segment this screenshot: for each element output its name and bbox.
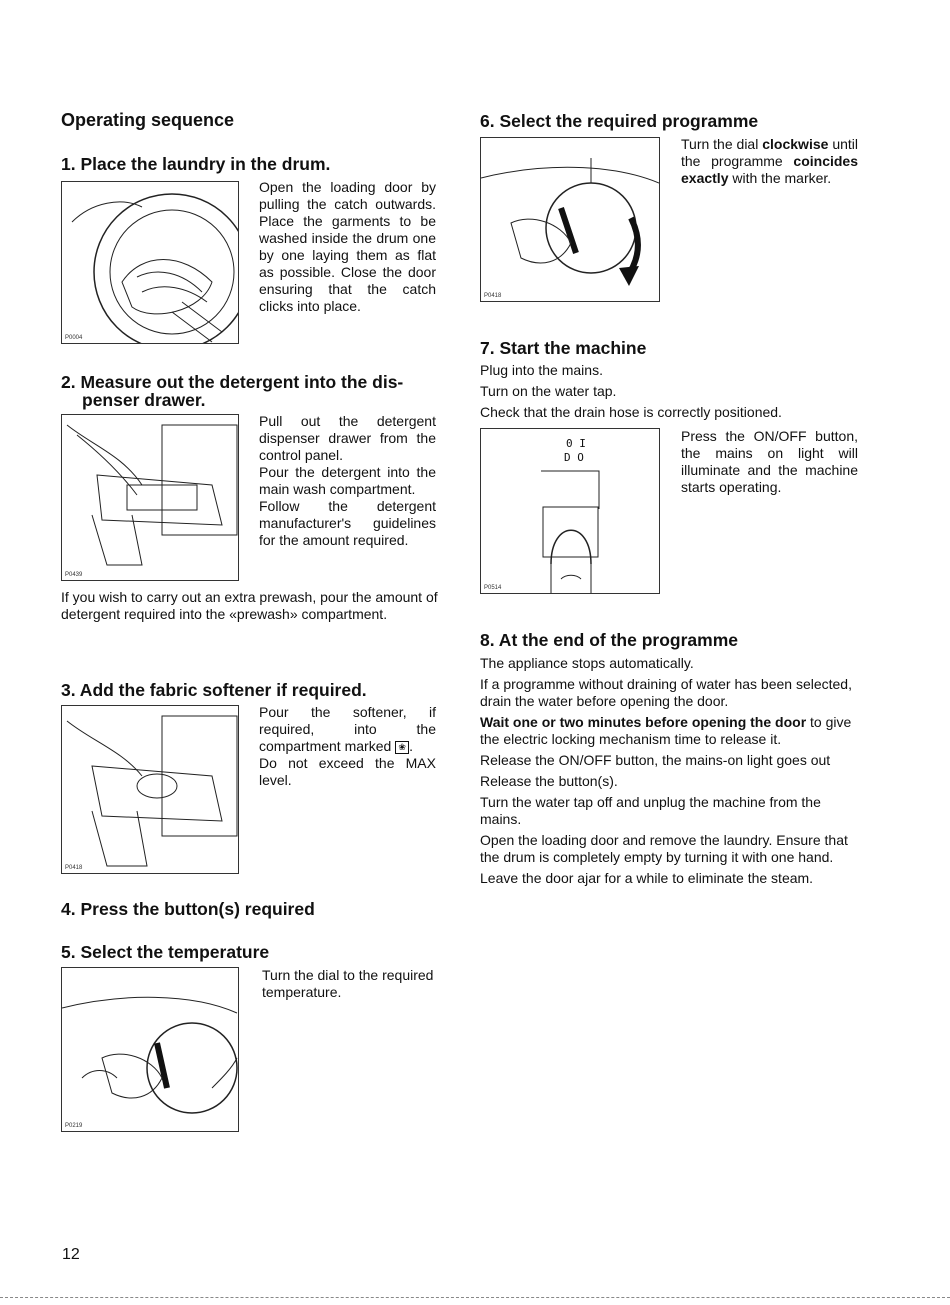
page-number: 12 <box>62 1246 80 1263</box>
section-2-title-line1: 2. Measure out the detergent into the dis- <box>61 372 404 392</box>
section-3-text-2: Do not exceed the MAX level. <box>259 755 436 788</box>
section-2-title-line2: penser drawer. <box>82 390 206 410</box>
section-8-p6: Turn the water tap off and unplug the machine from the mains. <box>480 794 821 827</box>
section-5-title: 5. Select the temperature <box>61 942 270 962</box>
section-8-p4: Release the ON/OFF button, the mains-on light goes out <box>480 752 831 768</box>
panel-label-bottom: D O <box>564 451 584 464</box>
figure-code: P0004 <box>65 335 83 341</box>
section-2-text-3: Follow the detergent manufacturer's guidelines for the amount required. <box>259 498 436 548</box>
section-5-text: Turn the dial to the required temperature. <box>262 967 434 1000</box>
softener-compartment-icon: ❀ <box>395 741 409 754</box>
programme-dial-illustration <box>480 137 660 302</box>
laundry-drum-illustration <box>61 181 239 344</box>
section-8-body <box>480 655 860 891</box>
section-6-text <box>681 136 858 187</box>
section-7-title: 7. Start the machine <box>480 338 647 358</box>
section-6-text-e: with the marker. <box>732 170 832 186</box>
section-8-p8: Leave the door ajar for a while to eliminate the steam. <box>480 870 814 886</box>
section-3-text: Pour the softener, if required, into the compartment marked ❀ . Do not exceed the MAX level. <box>259 704 436 788</box>
temperature-dial-illustration <box>61 967 239 1132</box>
softener-illustration <box>61 705 239 874</box>
section-8-p3-rest: to give the electric locking mechanism time to release it. <box>480 714 852 747</box>
section-2-text <box>259 413 436 549</box>
section-6-title: 6. Select the required programme <box>480 111 759 131</box>
section-6-text-a: Turn the dial <box>681 136 759 152</box>
figure-code: P0514 <box>484 585 502 591</box>
figure-code: P0439 <box>65 572 83 578</box>
section-6-text-d: coincides exactly <box>681 153 859 186</box>
section-3-text-1: Pour the softener, if required, into the compartment marked <box>259 704 436 754</box>
figure-code: P0219 <box>65 1123 83 1129</box>
section-2-prewash-text: If you wish to carry out an extra prewash, pour the amount of detergent required into the «prewash» compartment. <box>61 589 438 622</box>
footer-rule <box>0 1297 950 1298</box>
section-4-title: 4. Press the button(s) required <box>61 899 315 919</box>
panel-label-top: 0 I <box>566 437 586 450</box>
section-6-text-c: until the programme <box>681 136 858 169</box>
page-heading: Operating sequence <box>61 110 235 130</box>
section-8-p7: Open the loading door and remove the laundry. Ensure that the drum is completely empty by turning it with one hand. <box>480 832 848 865</box>
detergent-drawer-illustration <box>61 414 239 581</box>
section-8-p5: Release the button(s). <box>480 773 618 789</box>
section-1-title: 1. Place the laundry in the drum. <box>61 154 331 174</box>
section-1-text: Open the loading door by pulling the catch outwards. Place the garments to be washed inside the drum one by one laying them as flat as possible. Close the door ensuring that the catch clicks into place. <box>259 179 436 314</box>
section-7-line-1: Plug into the mains. <box>480 362 603 378</box>
section-3-title: 3. Add the fabric softener if required. <box>61 680 367 700</box>
section-7-text: Press the ON/OFF button, the mains on light will illuminate and the machine starts operating. <box>681 428 858 495</box>
section-7-lines <box>480 362 860 425</box>
section-8-title: 8. At the end of the programme <box>480 630 738 650</box>
section-8-p2: If a programme without draining of water has been selected, drain the water before opening the door. <box>480 676 852 709</box>
section-6-text-b: clockwise <box>762 136 829 152</box>
section-2-text-2: Pour the detergent into the main wash compartment. <box>259 464 436 497</box>
figure-code: P0418 <box>484 293 502 299</box>
section-7-line-3: Check that the drain hose is correctly positioned. <box>480 404 782 420</box>
on-off-button-illustration <box>480 428 660 594</box>
section-8-p1: The appliance stops automatically. <box>480 655 694 671</box>
section-7-line-2: Turn on the water tap. <box>480 383 617 399</box>
section-8-p3 <box>480 714 860 748</box>
figure-code: P0418 <box>65 865 83 871</box>
section-8-p3-bold: Wait one or two minutes before opening the door <box>480 714 807 730</box>
section-2-text-1: Pull out the detergent dispenser drawer from the control panel. <box>259 413 436 463</box>
